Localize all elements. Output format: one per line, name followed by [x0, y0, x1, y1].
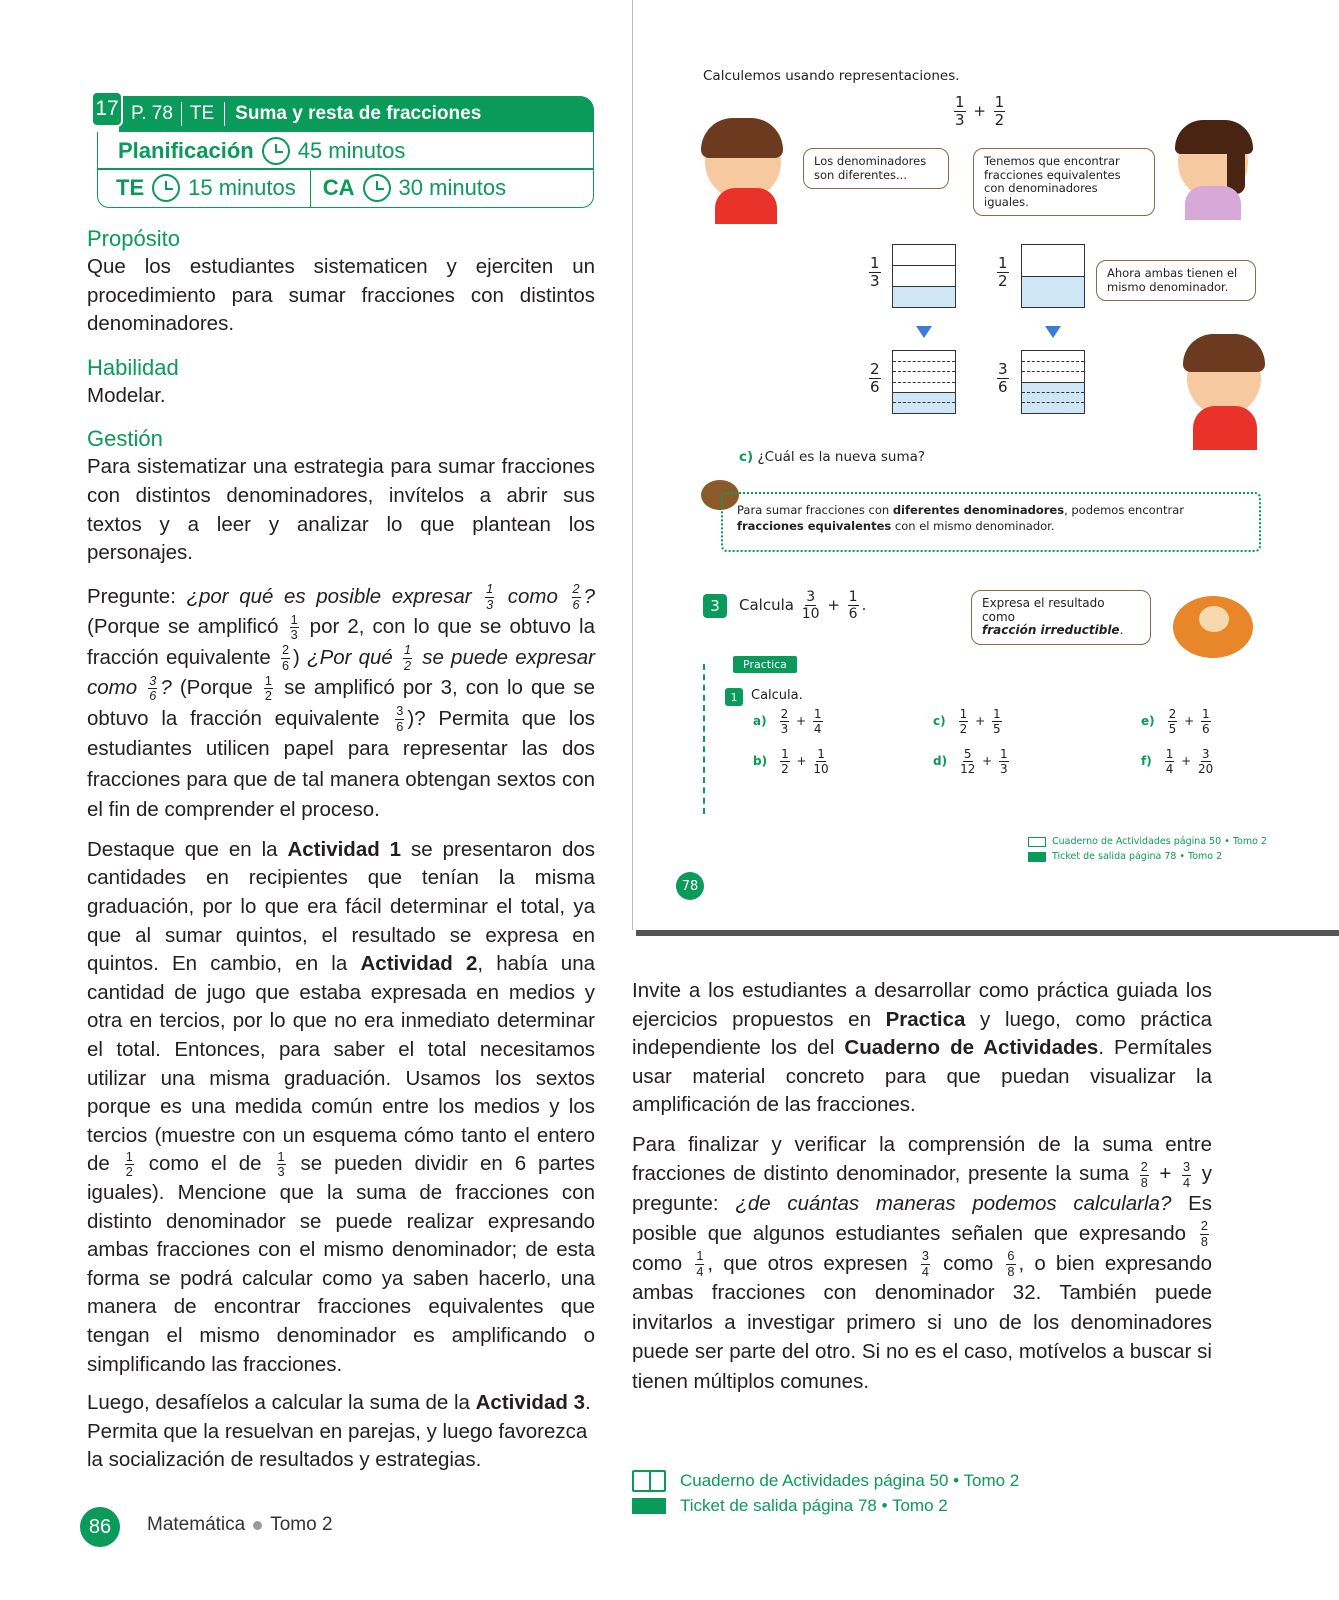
- footer-subject: Matemática: [147, 1514, 246, 1535]
- bar-two-sixths: [892, 350, 956, 414]
- right-column: [632, 977, 1212, 1396]
- book-ref-cuaderno: Cuaderno de Actividades página 50 • Tomo 2: [1028, 836, 1267, 847]
- exercise-item: b) $\frac{1}{2}$ + $\frac{1}{10}$: [753, 747, 829, 776]
- exercise-item: c) $\frac{1}{2}$ + $\frac{1}{5}$: [933, 707, 1001, 736]
- footer-tomo: Tomo 2: [270, 1514, 333, 1535]
- ca-label: CA: [322, 175, 355, 200]
- bar-three-sixths: [1021, 350, 1085, 414]
- lesson-number: 17: [91, 91, 123, 127]
- book-ref-ticket: Ticket de salida página 78 • Tomo 2: [1028, 851, 1222, 862]
- ca-time: 30 minutos: [398, 175, 507, 200]
- alarm-clock-icon: [152, 174, 180, 202]
- ref-cuaderno: Cuaderno de Actividades página 50 • Tomo 2: [632, 1470, 1019, 1492]
- bullet-icon: [253, 1521, 262, 1530]
- exercise-item: e) $\frac{2}{5}$ + $\frac{1}{6}$: [1141, 707, 1210, 736]
- left-column: [87, 224, 595, 1475]
- book-icon: [1028, 837, 1046, 847]
- alarm-clock-icon: [363, 174, 391, 202]
- textbook-page-image: [632, 0, 1339, 930]
- planning-time: 45 minutos: [297, 137, 406, 163]
- boy2-speech-bubble: Ahora ambas tienen el mismo denominador.: [1096, 260, 1256, 301]
- practica-pencil-tag: Practica: [733, 656, 797, 673]
- lesson-header: [91, 96, 594, 212]
- final-paragraph: Para finalizar y verificar la comprensión de la suma entre fracciones de distinto denominador, presente la suma $\frac{2}{8}$ + $\frac{3}{4}$ y pregunte: ¿de cuántas maneras podemos calcularla? Es posible que algunos estudiantes señalen que expresando $\frac{2}{8}$ como $\frac{1}{4}$ , que otros expresen $\frac{3}{4}$ como $\frac{6}{8}$ , o bien expresando ambas fracciones con denominador 32. También puede invitarlos a investigar primero si uno de los denominadores puede ser parte del otro. Si no es el caso, motívelos a buscar si tienen múltiplos comunes.: [632, 1132, 1212, 1393]
- exercise-item: d) $\frac{5}{12}$ + $\frac{1}{3}$: [933, 747, 1008, 776]
- lesson-header-bar: [119, 96, 594, 132]
- arrow-down-icon: [1045, 326, 1061, 338]
- te-label: TE: [116, 175, 145, 200]
- planning-label: Planificación: [118, 137, 254, 163]
- invite-paragraph: Invite a los estudiantes a desarrollar como práctica guiada los ejercicios propuestos en Practica y luego, como práctica independiente los del Cuaderno de Actividades. Permítales usar material concreto para que puedan visualizar la amplificación de las fracciones.: [632, 979, 1213, 1117]
- te-time: 15 minutos: [188, 175, 296, 200]
- open-book-icon: [632, 1470, 666, 1492]
- gestion-heading: Gestión: [87, 426, 163, 452]
- monkey-speech-bubble: Expresa el resultado como fracción irreductible.: [971, 590, 1151, 645]
- label-one-half: $\frac{1}{2}$: [998, 254, 1008, 290]
- exercise-1-instruction: Calcula.: [751, 688, 803, 703]
- activity-3: Calcula $\frac{3}{10}$ + $\frac{1}{6}$ .: [739, 589, 867, 622]
- ticket-icon: [1028, 852, 1046, 862]
- page-number-badge: 86: [80, 1507, 120, 1547]
- activity-3-number: 3: [703, 594, 727, 618]
- te-tag: TE: [189, 103, 215, 124]
- gestion-text: Para sistematizar una estrategia para sumar fracciones con distintos denominadores, invítelos a abrir sus textos y a leer y analizar lo que plantean los personajes.: [87, 455, 595, 565]
- boy-speech-bubble: Los denominadores son diferentes...: [803, 148, 949, 189]
- bar-halves: [1021, 244, 1085, 308]
- habilidad-text: Modelar.: [87, 383, 166, 407]
- planning-row: [97, 132, 594, 170]
- alarm-clock-icon: [262, 137, 290, 165]
- exercise-1-number: 1: [725, 688, 743, 706]
- exercise-item: a) $\frac{2}{3}$ + $\frac{1}{4}$: [753, 707, 822, 736]
- proposito-heading: Propósito: [87, 226, 180, 251]
- ticket-icon: [632, 1498, 666, 1514]
- time-split-row: [97, 168, 594, 208]
- pregunte-paragraph: Pregunte: ¿por qué es posible expresar $\frac{1}{3}$ como $\frac{2}{6}$ ? (Porque se amplificó $\frac{1}{3}$ por 2, con lo que se obtuvo la fracción equivalente $\frac{2}{6}$ ) ¿Por qué $\frac{1}{2}$ se puede expresar como $\frac{3}{6}$ ? (Porque $\frac{1}{2}$ se amplificó por 3, con lo que se obtuvo la fracción equivalente $\frac{3}{6}$ )? Permita que los estudiantes utilicen papel para representar las dos fracciones para que de tal manera obtengan sextos con el fin de comprender el proceso.: [87, 581, 595, 822]
- footer-label: [147, 1514, 333, 1536]
- label-three-sixths: $\frac{3}{6}$: [998, 360, 1008, 396]
- destaque-paragraph: Destaque que en la Actividad 1 se presentaron dos cantidades en recipientes que tenían la misma graduación, por lo que era fácil determinar el total, ya que al sumar quintos, el resultado se expresa en quintos. En cambio, en la Actividad 2, había una cantidad de jugo que estaba expresada en medios y otra en tercios, por lo que no era inmediato determinar el total. Entonces, para saber el total necesitamos utilizar una misma graduación. Usamos los sextos porque es una medida común entre los medios y los tercios (muestre con un esquema cómo tanto el entero de $\frac{1}{2}$ como el de $\frac{1}{3}$ se pueden dividir en 6 partes iguales). Mencione que la suma de fracciones con distinto denominador se puede realizar expresando ambas fracciones con el mismo denominador; de esta forma se podrá calcular como ya saben hacerlo, una manera de encontrar fracciones equivalentes que tengan el mismo denominador es amplificando o simplificando las fracciones.: [87, 837, 596, 1376]
- question-c: c) ¿Cuál es la nueva suma?: [739, 449, 926, 465]
- practica-margin-line: [703, 664, 705, 814]
- label-two-sixths: $\frac{2}{6}$: [870, 360, 880, 396]
- tip-box: Para sumar fracciones con diferentes denominadores, podemos encontrar fracciones equivalentes con el mismo denominador.: [721, 492, 1261, 552]
- bar-thirds: [892, 244, 956, 308]
- book-page-number: 78: [676, 872, 704, 900]
- girl-speech-bubble: Tenemos que encontrar fracciones equivalentes con denominadores iguales.: [973, 148, 1155, 216]
- habilidad-heading: Habilidad: [87, 354, 179, 380]
- book-sum-expression: $\frac{1}{3}$ + $\frac{1}{2}$: [955, 93, 1005, 129]
- lesson-title: Suma y resta de fracciones: [235, 103, 482, 124]
- book-intro: Calculemos usando representaciones.: [703, 68, 960, 84]
- label-one-third: $\frac{1}{3}$: [870, 254, 880, 290]
- arrow-down-icon: [916, 326, 932, 338]
- page-reference: P. 78: [131, 103, 173, 124]
- exercise-item: f) $\frac{1}{4}$ + $\frac{3}{20}$: [1141, 747, 1214, 776]
- luego-paragraph: Luego, desafíelos a calcular la suma de la Actividad 3. Permita que la resuelvan en parejas, y luego favorezca la socialización de resultados y estrategias.: [87, 1391, 591, 1472]
- ref-ticket: Ticket de salida página 78 • Tomo 2: [632, 1496, 948, 1516]
- proposito-text: Que los estudiantes sistematicen y ejerciten un procedimiento para sumar fracciones con distintos denominadores.: [87, 255, 595, 336]
